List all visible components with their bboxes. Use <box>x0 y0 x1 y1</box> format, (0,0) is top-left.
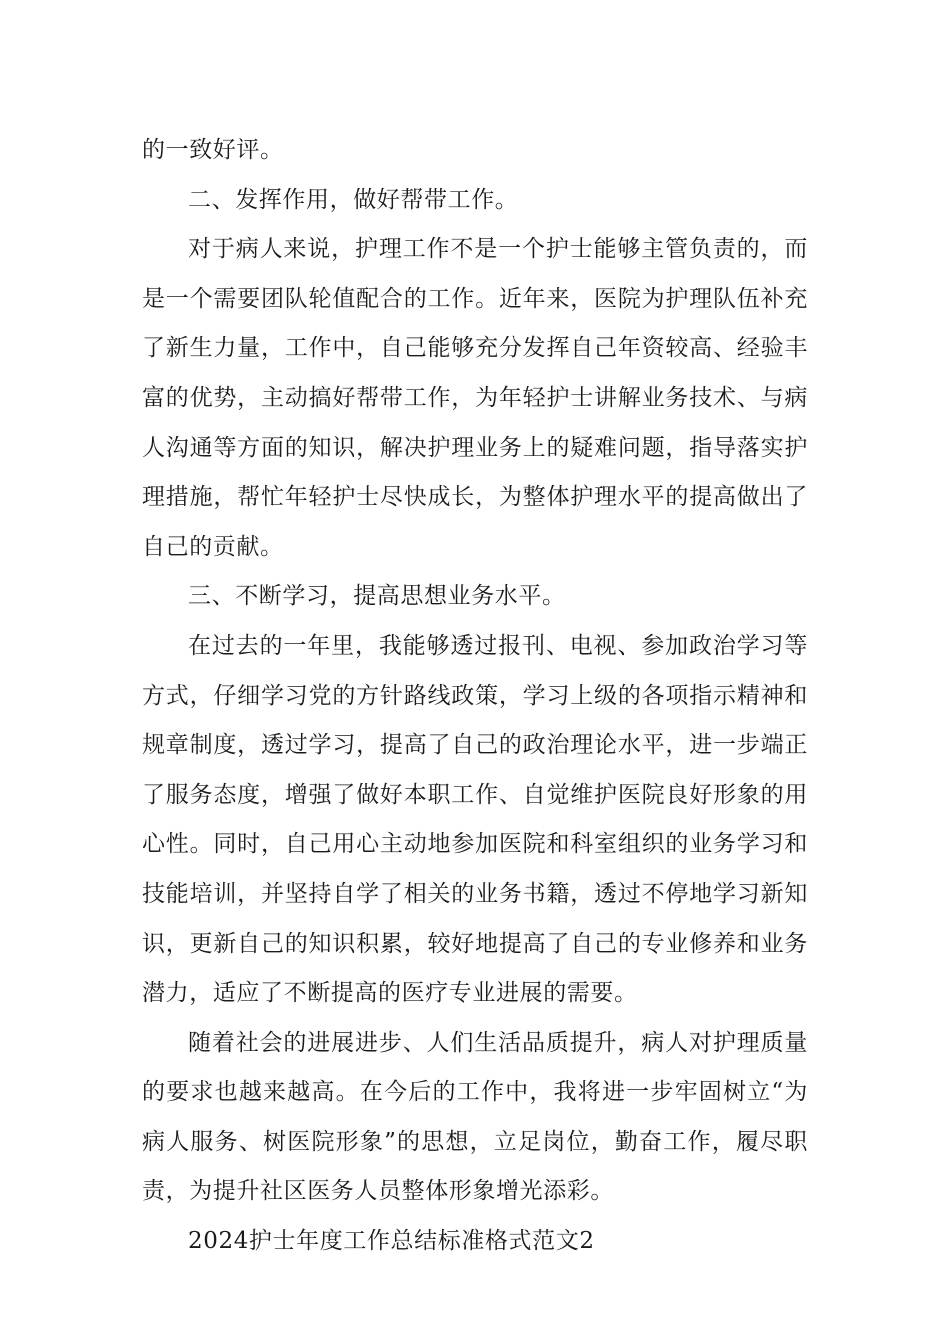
paragraph-learning: 在过去的一年里，我能够透过报刊、电视、参加政治学习等方式，仔细学习党的方针路线政策，学习上级的各项指示精神和规章制度，透过学习，提高了自己的政治理论水平，进一步端正了服务态度，增强了做好本职工作、自觉维护医院良好形象的用心性。同时，自己用心主动地参加医院和科室组织的业务学习和技能培训，并坚持自学了相关的业务书籍，透过不停地学习新知识，更新自己的知识积累，较好地提高了自己的专业修养和业务潜力，适应了不断提高的医疗专业进展的需要。 <box>142 632 808 1007</box>
paragraph-conclusion: 随着社会的进展进步、人们生活品质提升，病人对护理质量的要求也越来越高。在今后的工作中，我将进一步牢固树立“为病人服务、树医院形象”的思想，立足岗位，勤奋工作，履尽职责，为提升社区医务人员整体形象增光添彩。 <box>142 1029 808 1205</box>
document-body <box>142 126 808 1267</box>
section-heading-2: 二、发挥作用，做好帮带工作。 <box>188 186 519 213</box>
paragraph-mentoring: 对于病人来说，护理工作不是一个护士能够主管负责的，而是一个需要团队轮值配合的工作。近年来，医院为护理队伍补充了新生力量，工作中，自己能够充分发挥自己年资较高、经验丰富的优势，主动搞好帮带工作，为年轻护士讲解业务技术、与病人沟通等方面的知识，解决护理业务上的疑难问题，指导落实护理措施，帮忙年轻护士尽快成长，为整体护理水平的提高做出了自己的贡献。 <box>142 236 808 560</box>
document-title-2: 2024护士年度工作总结标准格式范文2 <box>188 1228 595 1255</box>
paragraph-continuation: 的一致好评。 <box>142 137 284 163</box>
section-heading-3: 三、不断学习，提高思想业务水平。 <box>188 583 566 610</box>
